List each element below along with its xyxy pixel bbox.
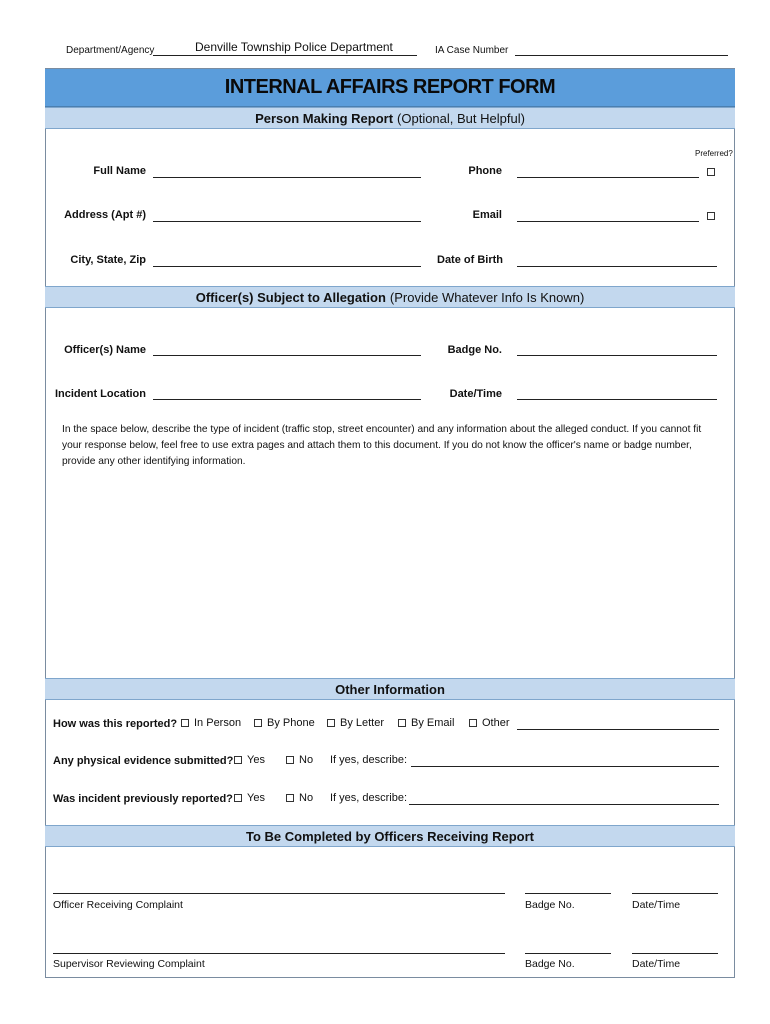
option-by-phone[interactable] <box>254 717 315 729</box>
supervisor-reviewing-signature[interactable] <box>53 953 505 954</box>
dept-field[interactable] <box>153 55 417 56</box>
option-label: In Person <box>194 717 242 729</box>
officer-name-field[interactable] <box>153 355 421 356</box>
checkbox[interactable] <box>286 756 294 764</box>
option-by-letter[interactable] <box>327 717 384 729</box>
option-label: By Email <box>411 717 455 729</box>
preferred-label: Preferred? <box>695 149 733 158</box>
incident-description-area[interactable] <box>55 475 725 670</box>
option-label: By Letter <box>340 717 385 729</box>
case-number-field[interactable] <box>515 55 728 56</box>
section-other-information <box>45 678 735 700</box>
dept-label: Department/Agency <box>66 45 155 56</box>
incident-location-field[interactable] <box>153 399 421 400</box>
email-preferred-checkbox[interactable] <box>707 212 715 220</box>
section2-title: Officer(s) Subject to Allegation <box>195 289 386 305</box>
option-label: Other <box>482 717 510 729</box>
section-officers-receiving <box>45 825 735 847</box>
receiving-datetime-field[interactable] <box>632 893 718 894</box>
officer-receiving-signature[interactable] <box>53 893 505 894</box>
section-person-making-report <box>45 107 735 129</box>
section1-title: Person Making Report <box>255 110 394 126</box>
checkbox[interactable] <box>469 719 477 727</box>
full-name-label: Full Name <box>93 165 146 177</box>
option-label: Yes <box>247 754 265 766</box>
checkbox[interactable] <box>286 794 294 802</box>
supervisor-badge-label: Badge No. <box>525 958 575 970</box>
badge-label: Badge No. <box>447 344 502 356</box>
checkbox[interactable] <box>234 794 242 802</box>
evidence-yes[interactable] <box>234 754 265 766</box>
q-physical-evidence: Any physical evidence submitted? <box>53 755 234 767</box>
section4-title: To Be Completed by Officers Receiving Report <box>246 828 534 844</box>
date-time-field[interactable] <box>517 399 717 400</box>
section2-subtitle: (Provide Whatever Info Is Known) <box>389 289 585 305</box>
evidence-describe-field[interactable] <box>411 766 719 767</box>
receiving-datetime-label: Date/Time <box>632 899 681 911</box>
other-method-field[interactable] <box>517 729 719 730</box>
city-label: City, State, Zip <box>70 254 146 266</box>
city-field[interactable] <box>153 266 421 267</box>
dob-label: Date of Birth <box>437 254 503 266</box>
section3-title: Other Information <box>335 681 445 697</box>
email-label: Email <box>472 209 502 221</box>
option-other[interactable] <box>469 717 510 729</box>
previous-describe-label: If yes, describe: <box>330 792 408 804</box>
officer-receiving-label: Officer Receiving Complaint <box>53 899 183 911</box>
phone-preferred-checkbox[interactable] <box>707 168 715 176</box>
supervisor-datetime-field[interactable] <box>632 953 718 954</box>
phone-label: Phone <box>468 165 502 177</box>
option-label: No <box>299 792 314 804</box>
option-label: By Phone <box>267 717 315 729</box>
section-officer-subject <box>45 286 735 308</box>
checkbox[interactable] <box>327 719 335 727</box>
dept-value: Denville Township Police Department <box>195 40 393 54</box>
case-label: IA Case Number <box>435 45 509 56</box>
option-in-person[interactable] <box>181 717 241 729</box>
receiving-badge-label: Badge No. <box>525 899 575 911</box>
supervisor-badge-field[interactable] <box>525 953 611 954</box>
evidence-describe-label: If yes, describe: <box>330 754 408 766</box>
full-name-field[interactable] <box>153 177 421 178</box>
incident-location-label: Incident Location <box>54 388 146 400</box>
date-time-label: Date/Time <box>449 388 502 400</box>
form-title: INTERNAL AFFAIRS REPORT FORM <box>45 69 735 107</box>
incident-instructions: In the space below, describe the type of incident (traffic stop, street encounter) and any information about the alleged conduct. If you cannot fit your response below, feel free to use extra pages and attach them to this document. If you do not know the officer's name or badge number, provide any other identifying information. <box>62 424 702 467</box>
badge-field[interactable] <box>517 355 717 356</box>
previous-no[interactable] <box>286 792 313 804</box>
supervisor-reviewing-label: Supervisor Reviewing Complaint <box>53 958 205 970</box>
checkbox[interactable] <box>181 719 189 727</box>
option-by-email[interactable] <box>398 717 454 729</box>
previous-describe-field[interactable] <box>409 804 719 805</box>
address-label: Address (Apt #) <box>64 209 146 221</box>
checkbox[interactable] <box>254 719 262 727</box>
checkbox[interactable] <box>234 756 242 764</box>
phone-field[interactable] <box>517 177 699 178</box>
dob-field[interactable] <box>517 266 717 267</box>
checkbox[interactable] <box>398 719 406 727</box>
receiving-badge-field[interactable] <box>525 893 611 894</box>
evidence-no[interactable] <box>286 754 313 766</box>
officer-name-label: Officer(s) Name <box>64 344 146 356</box>
option-label: Yes <box>247 792 265 804</box>
supervisor-datetime-label: Date/Time <box>632 958 681 970</box>
option-label: No <box>299 754 314 766</box>
q-how-reported: How was this reported? <box>53 718 178 730</box>
previous-yes[interactable] <box>234 792 265 804</box>
address-field[interactable] <box>153 221 421 222</box>
section1-subtitle: (Optional, But Helpful) <box>397 110 525 126</box>
email-field[interactable] <box>517 221 699 222</box>
q-previously-reported: Was incident previously reported? <box>53 793 233 805</box>
